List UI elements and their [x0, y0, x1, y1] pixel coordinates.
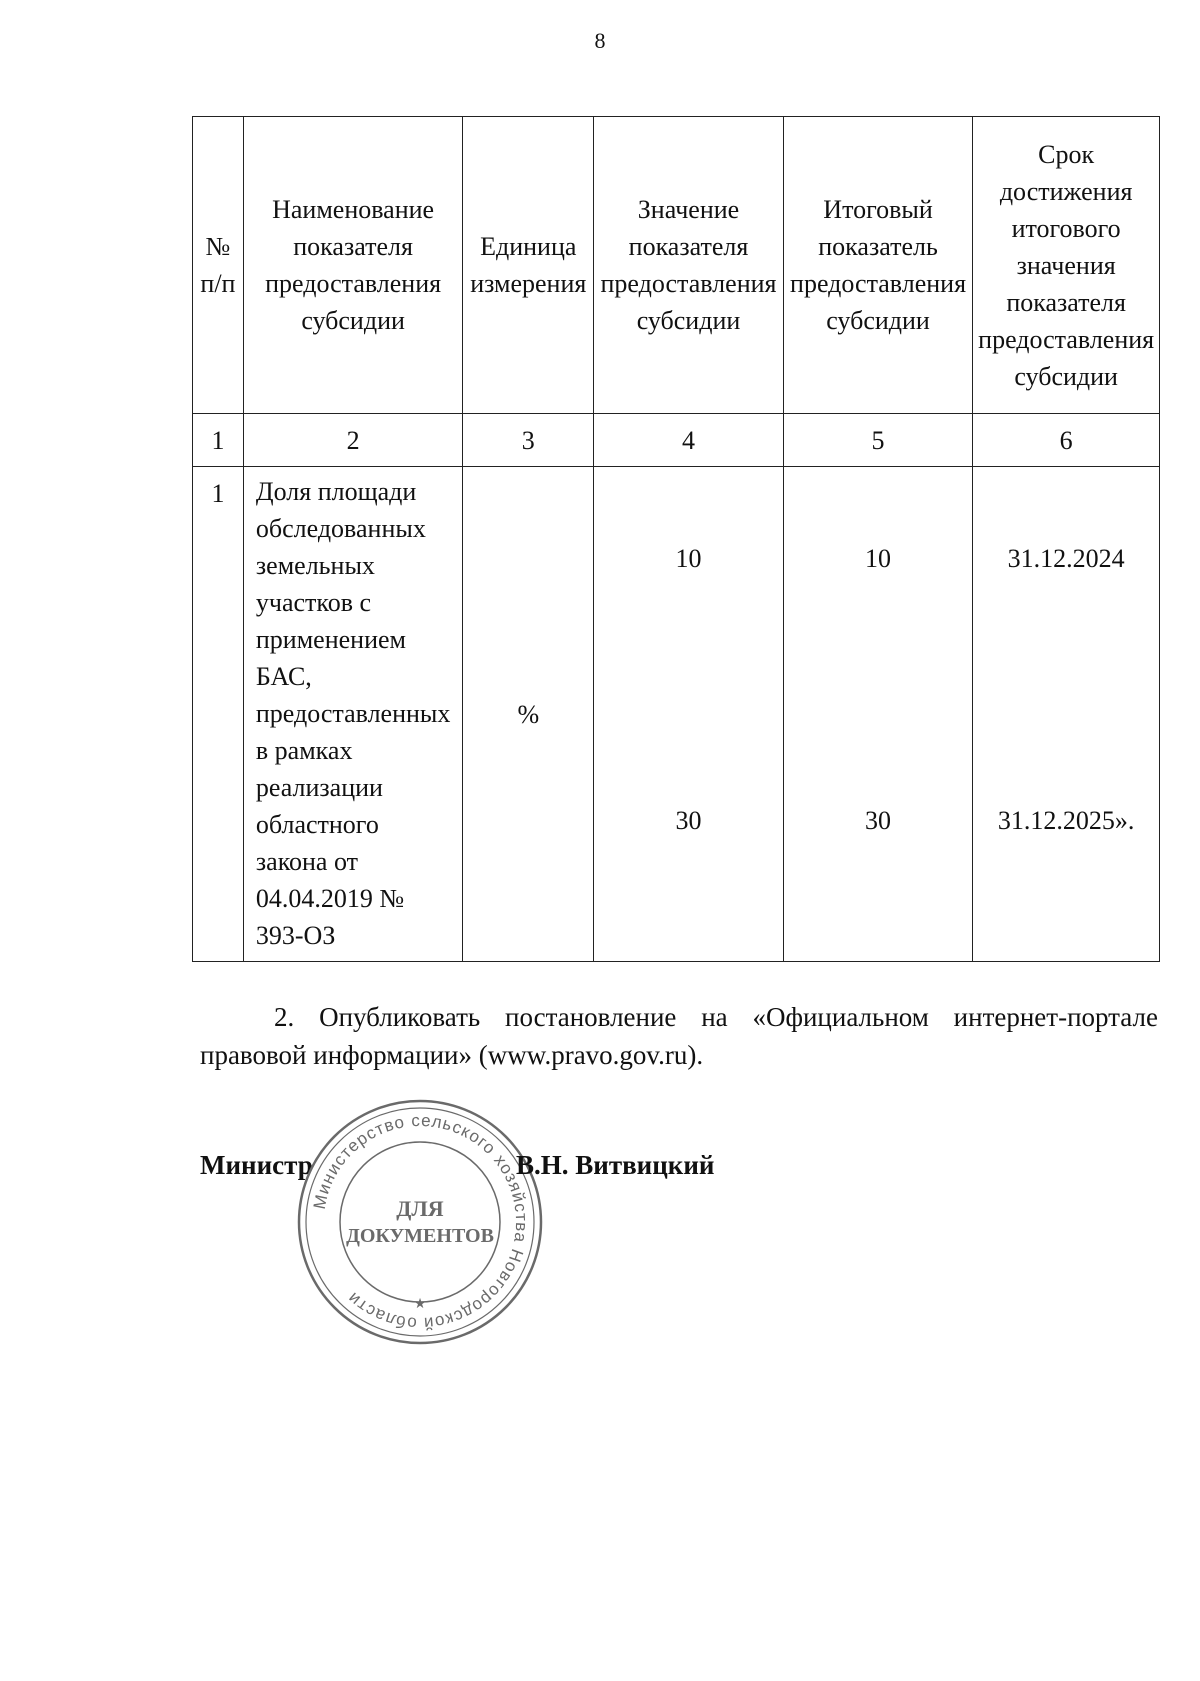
column-number-row [193, 414, 1160, 467]
header-deadline: Срок достижения итогового значения показателя предоставления субсидии [973, 117, 1160, 414]
row-indicator-name: Доля площади обследованных земельных участков с применением БАС, предоставленных в рамках реализации областного закона от 04.04.2019 № 393-ОЗ [243, 467, 462, 962]
value-2025: 30 [675, 806, 702, 835]
column-number: 5 [783, 414, 973, 467]
total-2025: 30 [865, 806, 892, 835]
row-unit: % [463, 467, 594, 962]
header-indicator-value: Значение показателя предоставления субсидии [594, 117, 784, 414]
page-number: 8 [594, 28, 606, 53]
column-number: 6 [973, 414, 1160, 467]
row-totals-cell [783, 467, 973, 962]
column-number: 2 [243, 414, 462, 467]
header-indicator-name: Наименование показателя предоставления субсидии [243, 117, 462, 414]
row-deadlines-cell [973, 467, 1160, 962]
deadline-2024: 31.12.2024 [1007, 544, 1125, 573]
row-index: 1 [193, 467, 244, 962]
table-header-row [193, 117, 1160, 414]
official-stamp [294, 1096, 546, 1348]
publication-paragraph: 2. Опубликовать постановление на «Официальном интернет-портале правовой информации» (www.pravo.gov.ru). [200, 1002, 1158, 1070]
stamp-ring-text: Министерство сельского хозяйства Новгородской области [309, 1110, 532, 1334]
column-number: 4 [594, 414, 784, 467]
indicators-table [192, 116, 1160, 962]
stamp-center-line2: ДОКУМЕНТОВ [346, 1225, 494, 1247]
stamp-star-icon: ★ [413, 1295, 427, 1311]
signatory-title: Министр [200, 1150, 313, 1180]
column-number: 1 [193, 414, 244, 467]
column-number: 3 [463, 414, 594, 467]
row-values-cell [594, 467, 784, 962]
header-total-indicator: Итоговый показатель предоставления субсидии [783, 117, 973, 414]
total-2024: 10 [865, 544, 892, 573]
table-row [193, 467, 1160, 962]
header-index: № п/п [193, 117, 244, 414]
header-unit: Единица измерения [463, 117, 594, 414]
signatory-name: В.Н. Витвицкий [516, 1150, 715, 1180]
stamp-center-line1: ДЛЯ [396, 1196, 444, 1221]
deadline-2025: 31.12.2025». [997, 806, 1135, 835]
value-2024: 10 [675, 544, 702, 573]
